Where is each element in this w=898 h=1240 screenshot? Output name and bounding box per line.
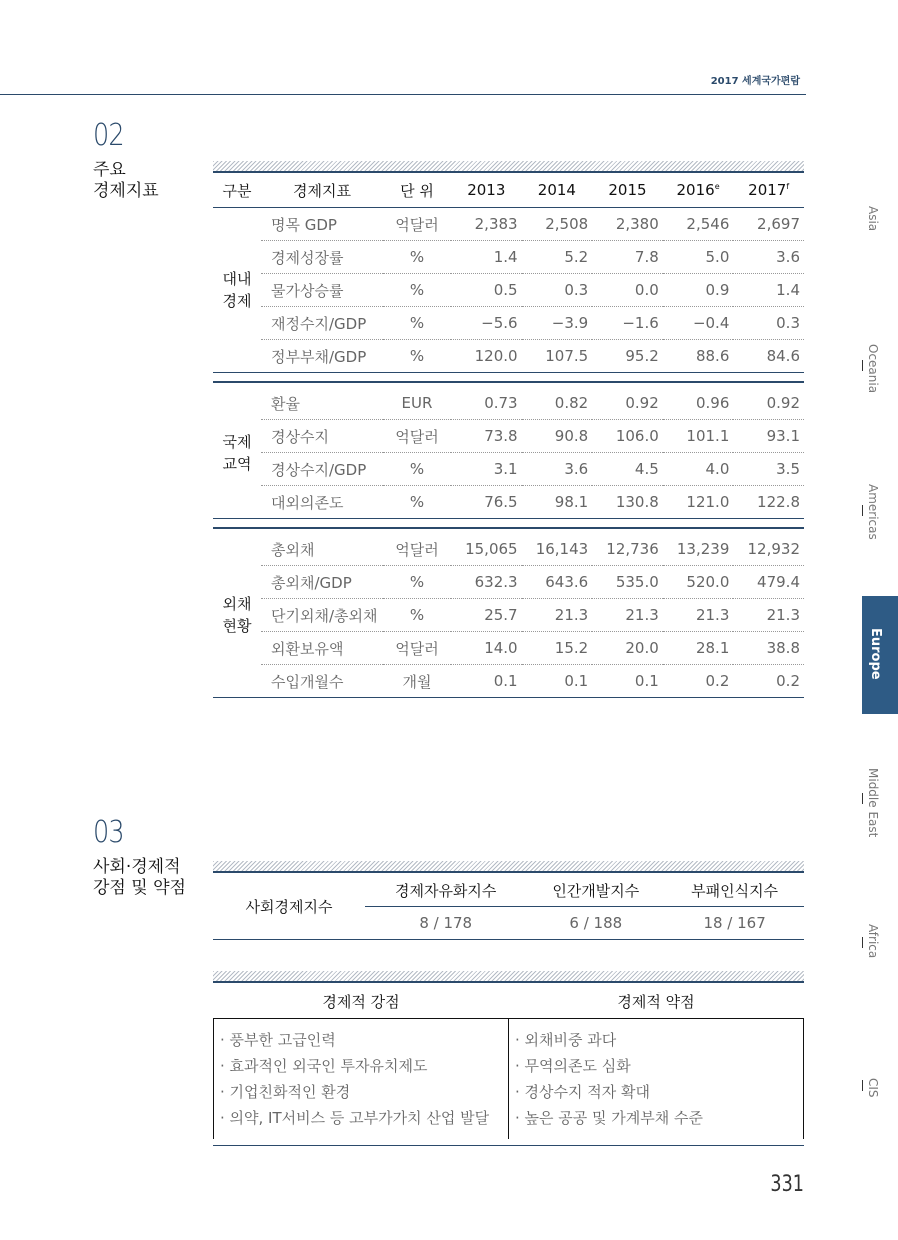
value-cell: 5.2 bbox=[522, 241, 593, 274]
table-row bbox=[213, 566, 804, 599]
col-header bbox=[663, 173, 734, 208]
value-cell: 121.0 bbox=[663, 486, 734, 519]
value-cell: 0.82 bbox=[522, 387, 593, 420]
value-cell: 122.8 bbox=[733, 486, 804, 519]
value-cell: 0.2 bbox=[663, 665, 734, 698]
col-header: 인간개발지수 bbox=[526, 874, 665, 907]
value-cell: 3.5 bbox=[733, 453, 804, 486]
value-cell: −0.4 bbox=[663, 307, 734, 340]
value-cell: 0.1 bbox=[451, 665, 522, 698]
value-cell: 4.5 bbox=[592, 453, 663, 486]
side-nav-tick bbox=[862, 937, 863, 948]
indicator-name: 재정수지/GDP bbox=[261, 307, 383, 340]
value-cell: −1.6 bbox=[592, 307, 663, 340]
indicator-name: 정부부채/GDP bbox=[261, 340, 383, 373]
table-row bbox=[213, 208, 804, 241]
indicator-name: 경상수지/GDP bbox=[261, 453, 383, 486]
section-title-line: 강점 및 약점 bbox=[93, 878, 186, 898]
value-cell: 5.0 bbox=[663, 241, 734, 274]
side-nav-oceania[interactable]: Oceania bbox=[866, 344, 880, 394]
unit-cell: % bbox=[383, 241, 451, 274]
group-label bbox=[213, 208, 261, 373]
unit-cell: 억달러 bbox=[383, 632, 451, 665]
table-bottom-rule bbox=[213, 1145, 804, 1146]
side-nav-tick bbox=[862, 505, 863, 516]
list-item: · 무역의존도 심화 bbox=[515, 1057, 631, 1075]
spacer-cell bbox=[213, 373, 804, 383]
value-cell: −5.6 bbox=[451, 307, 522, 340]
value-cell: 101.1 bbox=[663, 420, 734, 453]
value-cell: 0.92 bbox=[733, 387, 804, 420]
table-top-rule bbox=[213, 871, 804, 873]
page-number: 331 bbox=[770, 1172, 804, 1197]
value-cell: 0.73 bbox=[451, 387, 522, 420]
value-cell: 3.1 bbox=[451, 453, 522, 486]
side-nav-africa[interactable]: Africa bbox=[866, 924, 880, 959]
group-label-line: 교역 bbox=[222, 454, 252, 473]
value-cell: 16,143 bbox=[522, 533, 593, 566]
table-row bbox=[213, 533, 804, 566]
col-header: 구분 bbox=[213, 173, 261, 208]
list-item: · 높은 공공 및 가계부채 수준 bbox=[515, 1109, 703, 1127]
indicator-name: 경상수지 bbox=[261, 420, 383, 453]
side-nav-europe[interactable]: Europe bbox=[868, 628, 883, 680]
table-row bbox=[213, 665, 804, 698]
unit-cell: EUR bbox=[383, 387, 451, 420]
unit-cell: 개월 bbox=[383, 665, 451, 698]
value-cell: 20.0 bbox=[592, 632, 663, 665]
group-label-line: 대내 bbox=[222, 270, 252, 288]
value-cell: −3.9 bbox=[522, 307, 593, 340]
unit-cell: % bbox=[383, 566, 451, 599]
col-header: 2015 bbox=[592, 173, 663, 208]
indicator-name: 대외의존도 bbox=[261, 486, 383, 519]
unit-cell: % bbox=[383, 274, 451, 307]
value-cell: 2,697 bbox=[733, 208, 804, 241]
col-header: 경제적 약점 bbox=[509, 984, 804, 1019]
list-item: · 기업친화적인 환경 bbox=[220, 1083, 351, 1101]
value-cell: 120.0 bbox=[451, 340, 522, 373]
side-nav-tick bbox=[862, 793, 863, 804]
header-divider bbox=[0, 94, 806, 95]
group-label bbox=[213, 387, 261, 519]
unit-cell: 억달러 bbox=[383, 420, 451, 453]
value-cell: 15,065 bbox=[451, 533, 522, 566]
indicator-name: 물가상승률 bbox=[261, 274, 383, 307]
section-title-line: 주요 bbox=[93, 160, 126, 180]
col-header bbox=[733, 173, 804, 208]
value-cell: 2,380 bbox=[592, 208, 663, 241]
table-cell: 18 / 167 bbox=[665, 907, 804, 940]
unit-cell: 억달러 bbox=[383, 533, 451, 566]
value-cell: 3.6 bbox=[733, 241, 804, 274]
col-header: 2014 bbox=[522, 173, 593, 208]
table-header-row bbox=[214, 984, 804, 1019]
group-label bbox=[213, 533, 261, 698]
section-title-line: 경제지표 bbox=[93, 181, 159, 201]
col-header: 경제지표 bbox=[261, 173, 383, 208]
table-row bbox=[213, 599, 804, 632]
col-header: 2013 bbox=[451, 173, 522, 208]
year-label: 2016 bbox=[676, 181, 715, 199]
year-label: 2017 bbox=[748, 181, 787, 199]
table-cell: 6 / 188 bbox=[526, 907, 665, 940]
row-label: 사회경제지수 bbox=[213, 874, 365, 940]
side-nav-cis[interactable]: CIS bbox=[866, 1078, 880, 1098]
indicator-name: 명목 GDP bbox=[261, 208, 383, 241]
col-header: 경제적 강점 bbox=[214, 984, 509, 1019]
value-cell: 535.0 bbox=[592, 566, 663, 599]
value-cell: 0.3 bbox=[522, 274, 593, 307]
group-label-line: 외채 bbox=[222, 595, 252, 613]
col-header: 단 위 bbox=[383, 173, 451, 208]
value-cell: 0.1 bbox=[592, 665, 663, 698]
col-header: 부패인식지수 bbox=[665, 874, 804, 907]
value-cell: 0.9 bbox=[663, 274, 734, 307]
value-cell: 1.4 bbox=[451, 241, 522, 274]
value-cell: 88.6 bbox=[663, 340, 734, 373]
list-item: · 외채비중 과다 bbox=[515, 1031, 617, 1049]
value-cell: 643.6 bbox=[522, 566, 593, 599]
value-cell: 106.0 bbox=[592, 420, 663, 453]
value-cell: 98.1 bbox=[522, 486, 593, 519]
col-header: 경제자유화지수 bbox=[365, 874, 526, 907]
section-title-line: 사회·경제적 bbox=[93, 857, 181, 877]
value-cell: 38.8 bbox=[733, 632, 804, 665]
indicator-name: 외환보유액 bbox=[261, 632, 383, 665]
group-label-line: 현황 bbox=[222, 617, 252, 635]
value-cell: 130.8 bbox=[592, 486, 663, 519]
weaknesses-cell bbox=[509, 1019, 804, 1140]
unit-cell: % bbox=[383, 486, 451, 519]
section-title bbox=[93, 160, 159, 202]
section-number: 03 bbox=[93, 815, 124, 850]
section-number: 02 bbox=[93, 118, 124, 153]
value-cell: 0.2 bbox=[733, 665, 804, 698]
economic-indicators-table bbox=[213, 173, 804, 698]
value-cell: 0.3 bbox=[733, 307, 804, 340]
spacer-cell bbox=[213, 519, 804, 529]
indicator-name: 경제성장률 bbox=[261, 241, 383, 274]
list-item: · 의약, IT서비스 등 고부가가치 산업 발달 bbox=[220, 1109, 490, 1127]
side-nav-americas[interactable]: Americas bbox=[866, 484, 880, 540]
hatch-bar bbox=[213, 161, 804, 171]
side-nav-middle-east[interactable]: Middle East bbox=[866, 768, 880, 838]
indicator-name: 단기외채/총외채 bbox=[261, 599, 383, 632]
value-cell: 0.92 bbox=[592, 387, 663, 420]
section-title bbox=[93, 857, 186, 899]
indicator-name: 환율 bbox=[261, 387, 383, 420]
value-cell: 14.0 bbox=[451, 632, 522, 665]
group-label-line: 경제 bbox=[222, 292, 252, 310]
value-cell: 2,508 bbox=[522, 208, 593, 241]
estimate-mark: e bbox=[714, 182, 720, 191]
table-row bbox=[213, 340, 804, 373]
hatch-bar bbox=[213, 971, 804, 981]
unit-cell: % bbox=[383, 307, 451, 340]
value-cell: 28.1 bbox=[663, 632, 734, 665]
table-row bbox=[213, 486, 804, 519]
value-cell: 21.3 bbox=[592, 599, 663, 632]
value-cell: 21.3 bbox=[522, 599, 593, 632]
value-cell: 73.8 bbox=[451, 420, 522, 453]
group-spacer bbox=[213, 373, 804, 383]
socioeconomic-index-table bbox=[213, 874, 804, 940]
unit-cell: % bbox=[383, 340, 451, 373]
group-label-line: 국제 bbox=[222, 432, 252, 451]
value-cell: 7.8 bbox=[592, 241, 663, 274]
value-cell: 84.6 bbox=[733, 340, 804, 373]
unit-cell: % bbox=[383, 453, 451, 486]
table-row bbox=[213, 307, 804, 340]
value-cell: 0.96 bbox=[663, 387, 734, 420]
side-nav-tick bbox=[862, 360, 863, 371]
list-item: · 풍부한 고급인력 bbox=[220, 1031, 336, 1049]
table-row bbox=[213, 420, 804, 453]
value-cell: 21.3 bbox=[663, 599, 734, 632]
strengths-cell bbox=[214, 1019, 509, 1140]
side-nav-asia[interactable]: Asia bbox=[866, 206, 880, 232]
value-cell: 2,546 bbox=[663, 208, 734, 241]
table-header-row bbox=[213, 173, 804, 208]
header-title: 2017 세계국가편람 bbox=[710, 76, 800, 87]
value-cell: 12,736 bbox=[592, 533, 663, 566]
group-spacer bbox=[213, 519, 804, 529]
value-cell: 12,932 bbox=[733, 533, 804, 566]
side-nav-tick bbox=[862, 1080, 863, 1091]
table-row bbox=[214, 1019, 804, 1140]
value-cell: 107.5 bbox=[522, 340, 593, 373]
indicator-name: 총외채 bbox=[261, 533, 383, 566]
table-row bbox=[213, 632, 804, 665]
unit-cell: 억달러 bbox=[383, 208, 451, 241]
value-cell: 0.0 bbox=[592, 274, 663, 307]
value-cell: 4.0 bbox=[663, 453, 734, 486]
table-cell: 8 / 178 bbox=[365, 907, 526, 940]
value-cell: 76.5 bbox=[451, 486, 522, 519]
indicator-name: 총외채/GDP bbox=[261, 566, 383, 599]
value-cell: 0.5 bbox=[451, 274, 522, 307]
indicator-name: 수입개월수 bbox=[261, 665, 383, 698]
value-cell: 0.1 bbox=[522, 665, 593, 698]
strengths-weaknesses-table bbox=[213, 984, 804, 1139]
hatch-bar bbox=[213, 861, 804, 871]
table-row bbox=[213, 387, 804, 420]
table-row bbox=[213, 241, 804, 274]
value-cell: 25.7 bbox=[451, 599, 522, 632]
value-cell: 13,239 bbox=[663, 533, 734, 566]
value-cell: 95.2 bbox=[592, 340, 663, 373]
list-item: · 효과적인 외국인 투자유치제도 bbox=[220, 1057, 428, 1075]
table-top-rule bbox=[213, 981, 804, 983]
forecast-mark: f bbox=[786, 182, 790, 191]
value-cell: 15.2 bbox=[522, 632, 593, 665]
unit-cell: % bbox=[383, 599, 451, 632]
value-cell: 90.8 bbox=[522, 420, 593, 453]
table-row bbox=[213, 274, 804, 307]
value-cell: 3.6 bbox=[522, 453, 593, 486]
table-row bbox=[213, 453, 804, 486]
value-cell: 1.4 bbox=[733, 274, 804, 307]
list-item: · 경상수지 적자 확대 bbox=[515, 1083, 650, 1101]
value-cell: 632.3 bbox=[451, 566, 522, 599]
value-cell: 21.3 bbox=[733, 599, 804, 632]
value-cell: 2,383 bbox=[451, 208, 522, 241]
value-cell: 479.4 bbox=[733, 566, 804, 599]
value-cell: 93.1 bbox=[733, 420, 804, 453]
value-cell: 520.0 bbox=[663, 566, 734, 599]
table-header-row bbox=[213, 874, 804, 907]
